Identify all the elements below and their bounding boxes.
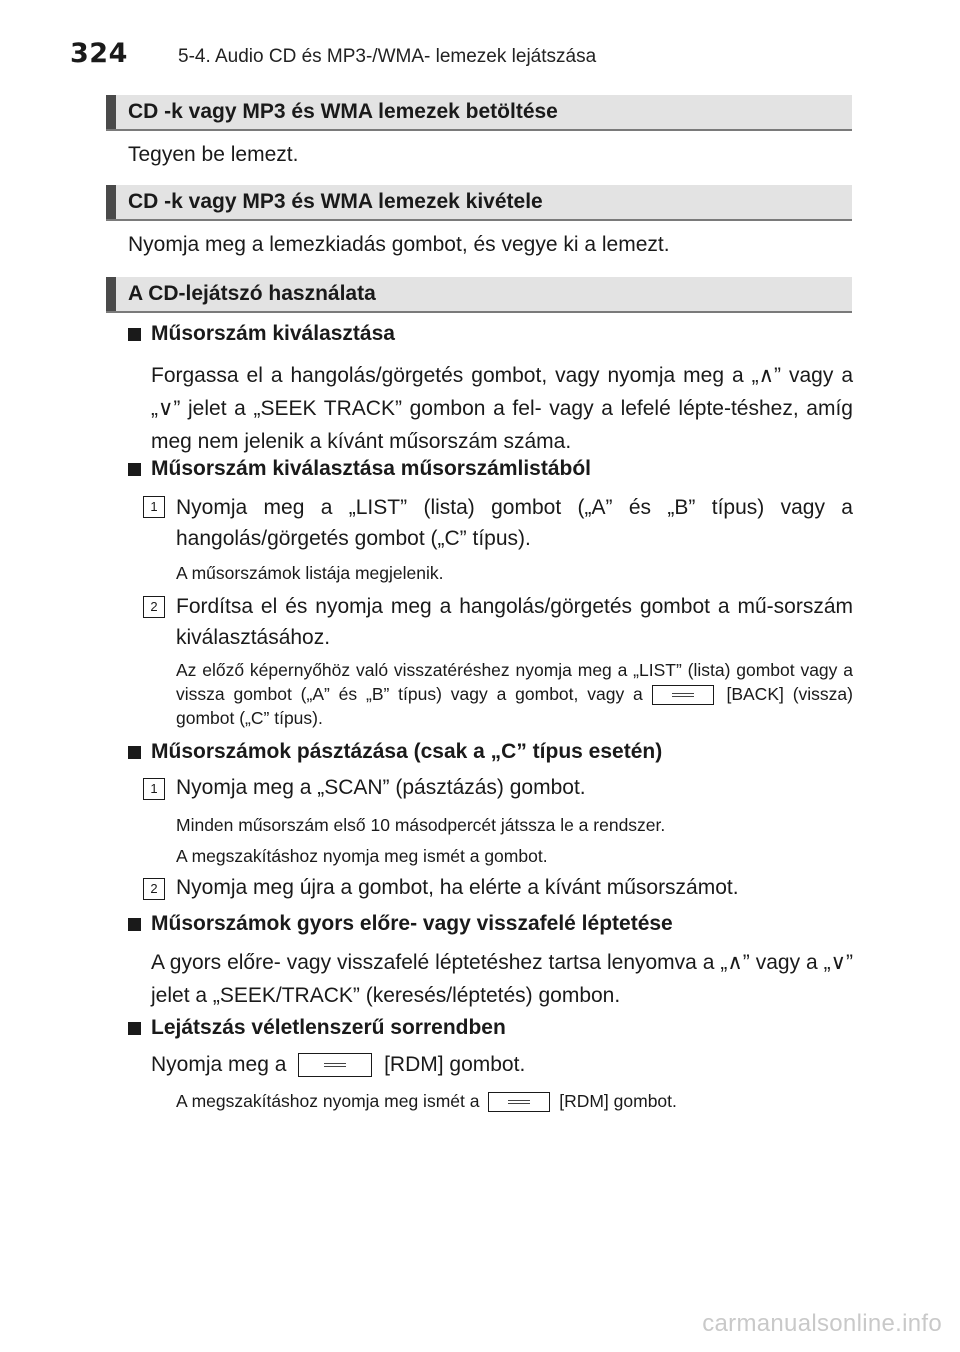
step-number-1: 1 [143,496,165,518]
subheading-text: Műsorszám kiválasztása [151,322,395,345]
subheading-track-list [128,455,591,483]
track-list-step1-text: Nyomja meg a „LIST” (lista) gombot („A” és „B” típus) vagy a hangolás/görgetés gombot („C” típus). [176,496,853,550]
page-number: 324 [70,38,128,69]
page-header [70,38,596,78]
subheading-text: Műsorszám kiválasztása műsorszámlistából [151,457,592,480]
subheading-scan [128,738,662,766]
section-loading-text: Tegyen be lemezt. [128,143,299,166]
random-text [151,1050,525,1080]
section-title-text: A CD-lejátszó használata [128,282,376,305]
subheading-text: Lejátszás véletlenszerű sorrendben [151,1016,506,1039]
bullet-square-icon [128,328,141,341]
watermark: carmanualsonline.info [702,1310,942,1337]
section-title-text: CD -k vagy MP3 és WMA lemezek kivétele [128,190,543,213]
step-number-1: 1 [143,778,165,800]
section-ejecting-text: Nyomja meg a lemezkiadás gombot, és vegye ki a lemezt. [128,233,670,256]
note-text: Az előző képernyőhöz való visszatéréshez nyomja meg a „LIST” (lista) gombot vagy a vissza gombot („A” és „B” típus) vagy a gombot, vagy a [176,660,853,704]
note-text: A megszakításhoz nyomja meg ismét a [176,1091,480,1111]
subheading-track-select [128,320,395,348]
scan-step1-note-b: A megszakításhoz nyomja meg ismét a gombot. [176,846,548,866]
section-loading-title [106,95,852,131]
subheading-random [128,1014,506,1042]
section-title-text: CD -k vagy MP3 és WMA lemezek betöltése [128,100,558,123]
scan-step1-text: Nyomja meg a „SCAN” (pásztázás) gombot. [176,776,586,799]
bullet-square-icon [128,463,141,476]
step-number-2: 2 [143,596,165,618]
rdm-button-icon [488,1092,550,1112]
track-list-step1-note: A műsorszámok listája megjelenik. [176,563,444,583]
note-text: [RDM] gombot. [559,1091,677,1111]
scan-step2-text: Nyomja meg újra a gombot, ha elérte a kívánt műsorszámot. [176,876,739,899]
track-select-text: Forgassa el a hangolás/görgetés gombot, vagy nyomja meg a „∧” vagy a „∨” jelet a „SEEK TRACK” gombon a fel- vagy a lefelé lépte-téshez, amíg meg nem jelenik a kívánt műsorszám száma. [151,364,853,453]
fast-text: A gyors előre- vagy visszafelé léptetéshez tartsa lenyomva a „∧” vagy a „∨” jelet a „SEEK/TRACK” (keresés/léptetés) gombon. [151,951,853,1007]
chapter-title: 5-4. Audio CD és MP3-/WMA- lemezek lejátszása [178,46,597,67]
back-button-icon [652,685,714,705]
random-text-a: Nyomja meg a [151,1053,287,1076]
scan-step1-note-a: Minden műsorszám első 10 másodpercét játssza le a rendszer. [176,815,666,835]
bullet-square-icon [128,1022,141,1035]
rdm-button-icon [298,1053,372,1077]
random-note [176,1090,677,1113]
track-list-step2-note [176,658,853,730]
track-list-step2-text: Fordítsa el és nyomja meg a hangolás/görgetés gombot a mű-sorszám kiválasztásához. [176,595,853,649]
note-text: [BACK] (vissza) gombot („C” típus). [176,684,853,728]
section-ejecting-title [106,185,852,221]
bullet-square-icon [128,918,141,931]
subheading-text: Műsorszámok pásztázása (csak a „C” típus esetén) [151,740,663,763]
subheading-fast [128,910,673,938]
random-text-b: [RDM] gombot. [384,1053,526,1076]
step-number-2: 2 [143,878,165,900]
subheading-text: Műsorszámok gyors előre- vagy visszafelé léptetése [151,912,673,935]
section-using-title [106,277,852,313]
bullet-square-icon [128,746,141,759]
